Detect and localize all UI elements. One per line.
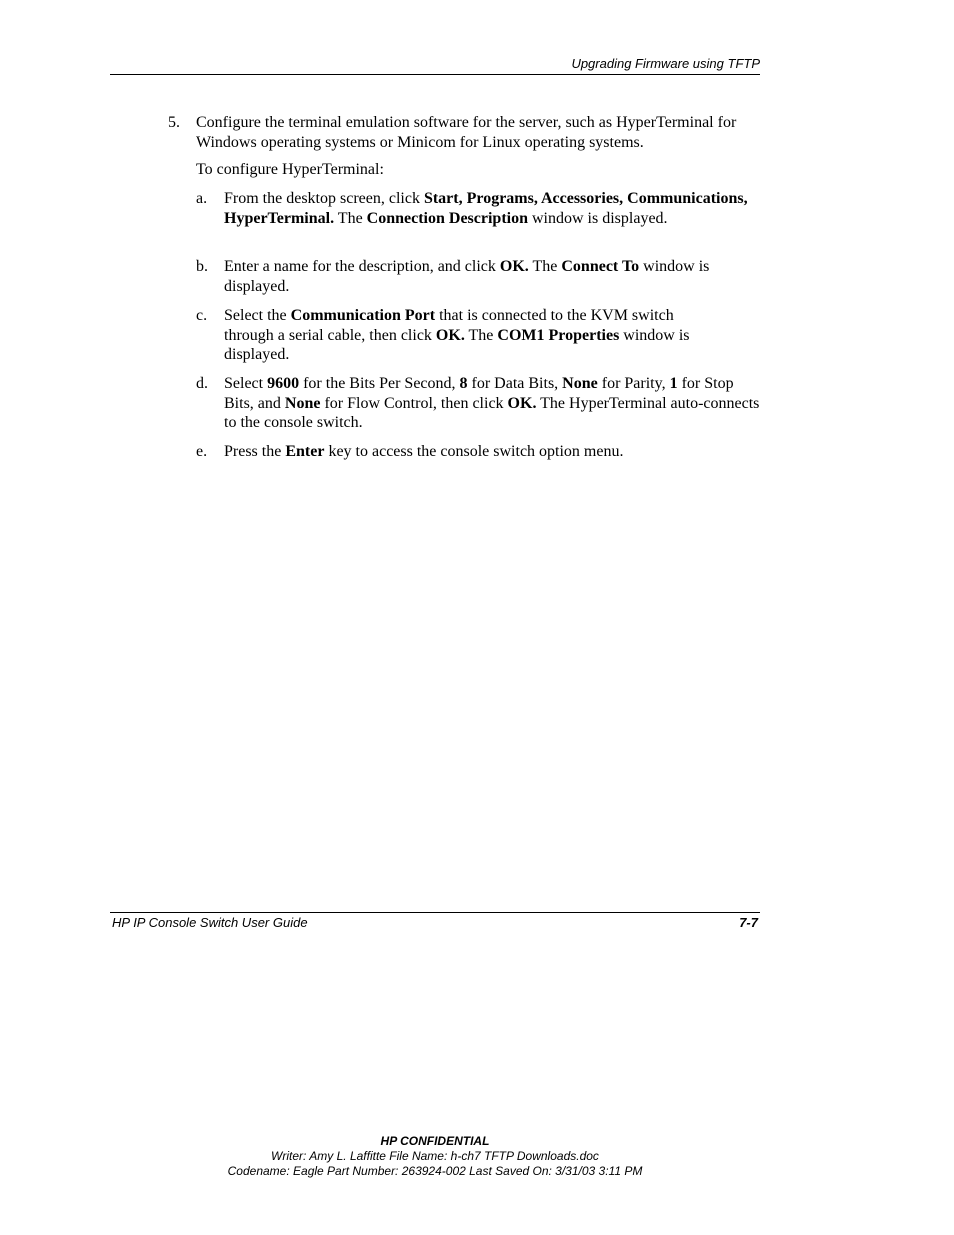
footer-rule xyxy=(110,912,760,913)
confidential-writer-line: Writer: Amy L. Laffitte File Name: h-ch7 TFTP Downloads.doc xyxy=(271,1149,599,1163)
confidential-title: HP CONFIDENTIAL xyxy=(380,1134,490,1148)
substep-letter: a. xyxy=(196,190,208,207)
substep-letter: e. xyxy=(196,443,208,460)
substep-letter: d. xyxy=(196,375,208,392)
substep-text: Select the Communication Port that is connected to the KVM switch through a serial cable, then click OK. The COM1 Properties window is displayed. xyxy=(224,307,690,364)
confidential-block xyxy=(0,1134,870,1179)
substep-letter: b. xyxy=(196,258,208,275)
step-text: Configure the terminal emulation software for the server, such as HyperTerminal for Windows operating systems or Minicom for Linux operating systems. xyxy=(196,114,737,151)
intro-text: To configure HyperTerminal: xyxy=(196,161,384,178)
substep-text: Enter a name for the description, and click OK. The Connect To window is displayed. xyxy=(224,258,710,295)
running-header-title: Upgrading Firmware using TFTP xyxy=(571,56,760,71)
substep-text: From the desktop screen, click Start, Programs, Accessories, Communications, HyperTerminal. The Connection Description window is displayed. xyxy=(224,190,748,227)
substep-text: Press the Enter key to access the console switch option menu. xyxy=(224,443,624,460)
confidential-codename-line: Codename: Eagle Part Number: 263924-002 Last Saved On: 3/31/03 3:11 PM xyxy=(227,1164,643,1178)
substep-letter: c. xyxy=(196,307,208,324)
footer-guide-title: HP IP Console Switch User Guide xyxy=(112,915,308,930)
header-rule xyxy=(110,74,760,75)
substep-text: Select 9600 for the Bits Per Second, 8 for Data Bits, None for Parity, 1 for Stop Bits, and None for Flow Control, then click OK. The HyperTerminal auto-connects to the console switch. xyxy=(224,375,760,432)
footer-page-number: 7-7 xyxy=(739,915,758,930)
step-number: 5. xyxy=(168,114,180,131)
